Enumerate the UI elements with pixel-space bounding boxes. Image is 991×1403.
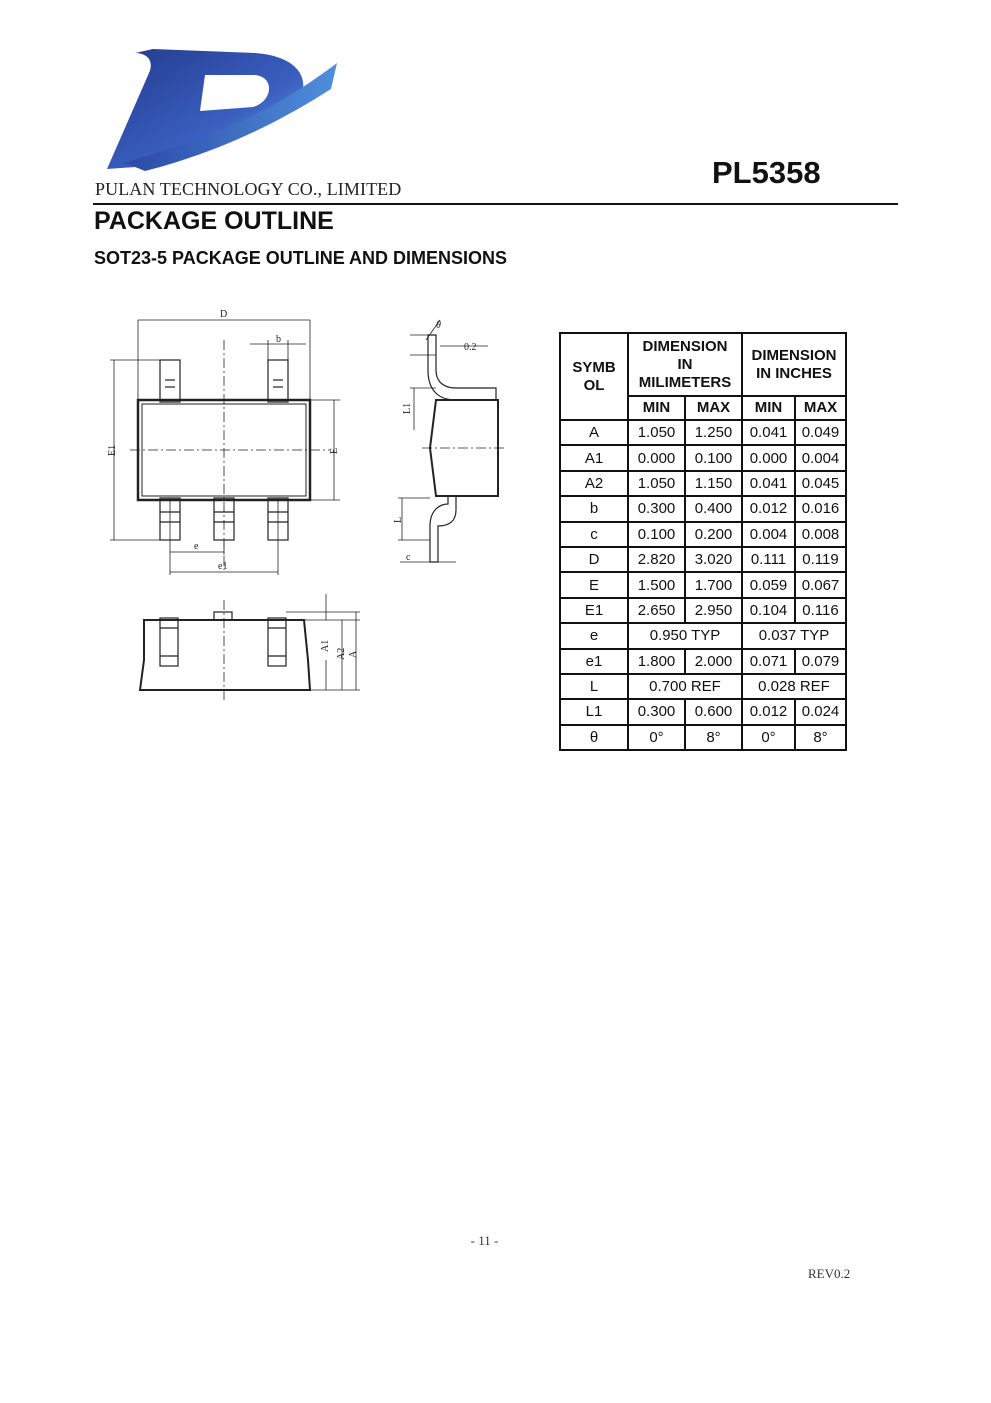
table-cell-in-min: 0.104	[742, 598, 795, 623]
header-rule	[93, 203, 898, 205]
table-cell-mm-min: 0.000	[628, 445, 685, 470]
table-cell-in-min: 0.059	[742, 572, 795, 597]
header-in-max: MAX	[795, 396, 846, 420]
label-theta: θ	[436, 320, 441, 331]
table-cell-mm-min: 1.500	[628, 572, 685, 597]
label-A1: A1	[320, 639, 331, 652]
top-view	[110, 320, 340, 575]
table-cell-sym: e	[560, 623, 628, 648]
table-cell-mm-min: 0.300	[628, 699, 685, 724]
label-e1: e1	[218, 561, 228, 572]
header-symbol: SYMB OL	[560, 333, 628, 420]
table-cell-in-min: 0°	[742, 725, 795, 750]
revision: REV0.2	[808, 1266, 851, 1281]
front-pin-right	[268, 618, 286, 666]
table-cell-in-max: 0.119	[795, 547, 846, 572]
header-in-min: MIN	[742, 396, 795, 420]
table-row	[560, 674, 846, 699]
table-cell-in-typ: 0.037 TYP	[742, 623, 846, 648]
table-cell-mm-min: 2.820	[628, 547, 685, 572]
table-cell-in-max: 0.045	[795, 471, 846, 496]
table-cell-mm-max: 1.150	[685, 471, 742, 496]
table-cell-mm-min: 0.100	[628, 522, 685, 547]
side-view	[398, 320, 505, 562]
table-cell-sym: E	[560, 572, 628, 597]
table-row	[560, 471, 846, 496]
table-cell-in-max: 0.024	[795, 699, 846, 724]
table-row	[560, 623, 846, 648]
table-cell-in-max: 0.049	[795, 420, 846, 445]
table-row	[560, 445, 846, 470]
table-cell-in-max: 0.004	[795, 445, 846, 470]
table-cell-sym: c	[560, 522, 628, 547]
part-number: PL5358	[712, 155, 821, 190]
label-E1: E1	[107, 444, 118, 456]
page-subtitle: SOT23-5 PACKAGE OUTLINE AND DIMENSIONS	[94, 248, 508, 268]
header-inch: DIMENSION IN INCHES	[742, 333, 846, 396]
table-body	[560, 420, 846, 750]
table-cell-mm-max: 0.100	[685, 445, 742, 470]
table-cell-mm-max: 1.700	[685, 572, 742, 597]
table-cell-mm-max: 1.250	[685, 420, 742, 445]
header-mm: DIMENSION IN MILIMETERS	[628, 333, 742, 396]
table-cell-in-max: 0.016	[795, 496, 846, 521]
table-cell-mm-min: 0°	[628, 725, 685, 750]
page-number: - 11 -	[470, 1233, 499, 1248]
company-logo	[105, 45, 337, 175]
table-cell-mm-min: 0.300	[628, 496, 685, 521]
page-title: PACKAGE OUTLINE	[94, 207, 334, 235]
table-cell-in-min: 0.111	[742, 547, 795, 572]
table-row	[560, 649, 846, 674]
table-cell-mm-max: 0.600	[685, 699, 742, 724]
table-cell-in-min: 0.071	[742, 649, 795, 674]
label-L1: L1	[402, 402, 413, 414]
table-row	[560, 598, 846, 623]
front-body	[140, 620, 310, 690]
table-row	[560, 699, 846, 724]
package-outline-drawing	[100, 300, 520, 710]
lead-upper	[428, 335, 496, 400]
table-cell-in-typ: 0.028 REF	[742, 674, 846, 699]
table-row	[560, 522, 846, 547]
table-row	[560, 420, 846, 445]
label-L: L	[393, 516, 404, 523]
table-cell-mm-typ: 0.700 REF	[628, 674, 742, 699]
table-cell-in-min: 0.000	[742, 445, 795, 470]
table-cell-in-min: 0.004	[742, 522, 795, 547]
label-gauge: 0.2	[464, 342, 477, 353]
front-pin-left	[160, 618, 178, 666]
company-name: PULAN TECHNOLOGY CO., LIMITED	[95, 179, 402, 199]
lead-lower	[430, 496, 456, 562]
table-cell-in-min: 0.012	[742, 496, 795, 521]
table-cell-mm-max: 8°	[685, 725, 742, 750]
table-cell-sym: E1	[560, 598, 628, 623]
table-cell-in-max: 8°	[795, 725, 846, 750]
table-cell-in-min: 0.041	[742, 420, 795, 445]
table-cell-sym: L1	[560, 699, 628, 724]
table-cell-sym: A2	[560, 471, 628, 496]
table-cell-in-max: 0.067	[795, 572, 846, 597]
label-e: e	[194, 541, 199, 552]
table-cell-sym: A1	[560, 445, 628, 470]
table-cell-in-max: 0.008	[795, 522, 846, 547]
table-cell-sym: θ	[560, 725, 628, 750]
label-A: A	[348, 650, 359, 658]
table-cell-mm-typ: 0.950 TYP	[628, 623, 742, 648]
table-cell-in-min: 0.041	[742, 471, 795, 496]
table-row	[560, 547, 846, 572]
pin-top-left	[160, 360, 180, 402]
header-mm-max: MAX	[685, 396, 742, 420]
table-cell-mm-min: 1.050	[628, 420, 685, 445]
table-cell-sym: e1	[560, 649, 628, 674]
table-row	[560, 725, 846, 750]
label-A2: A2	[336, 647, 347, 660]
table-cell-sym: L	[560, 674, 628, 699]
table-cell-mm-min: 2.650	[628, 598, 685, 623]
table-cell-in-max: 0.116	[795, 598, 846, 623]
label-c: c	[406, 552, 411, 563]
table-cell-mm-min: 1.800	[628, 649, 685, 674]
table-cell-in-max: 0.079	[795, 649, 846, 674]
label-b: b	[276, 334, 281, 345]
table-cell-sym: D	[560, 547, 628, 572]
table-cell-mm-max: 2.950	[685, 598, 742, 623]
pin-top-right	[268, 360, 288, 402]
table-cell-mm-max: 3.020	[685, 547, 742, 572]
dimensions-table	[559, 332, 847, 751]
table-cell-sym: b	[560, 496, 628, 521]
header-mm-min: MIN	[628, 396, 685, 420]
table-cell-in-min: 0.012	[742, 699, 795, 724]
label-E: E	[329, 447, 340, 454]
table-row	[560, 496, 846, 521]
table-cell-mm-min: 1.050	[628, 471, 685, 496]
table-cell-mm-max: 0.200	[685, 522, 742, 547]
table-cell-mm-max: 0.400	[685, 496, 742, 521]
table-cell-sym: A	[560, 420, 628, 445]
table-cell-mm-max: 2.000	[685, 649, 742, 674]
label-D: D	[220, 309, 228, 320]
table-row	[560, 572, 846, 597]
